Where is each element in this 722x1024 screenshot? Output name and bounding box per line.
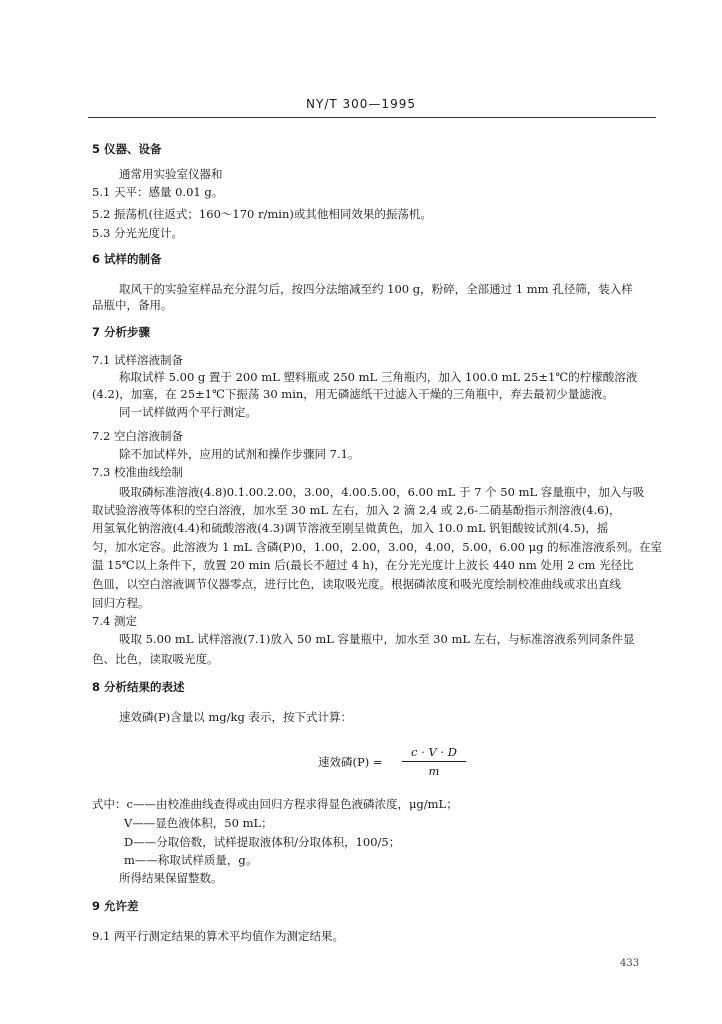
item-9-1: 9.1 两平行测定结果的算术平均值作为测定结果。: [92, 929, 344, 943]
section-9-heading: 9 允许差: [92, 899, 139, 913]
subsection-7-4-line-1: 吸取 5.00 mL 试样溶液(7.1)放入 50 mL 容量瓶中，加水至 30 mL 左右，与标准溶液系列同条件显: [119, 632, 635, 646]
formula-numerator: c · V · D: [411, 745, 457, 759]
subsection-7-3-line-6: 色皿，以空白溶液调节仪器零点，进行比色，读取吸光度。根据磷浓度和吸光度绘制校准曲线或求出直线: [92, 577, 621, 591]
subsection-7-4-title: 7.4 测定: [92, 614, 137, 628]
subsection-7-4-line-2: 色、比色，读取吸光度。: [92, 652, 219, 666]
subsection-7-1-title: 7.1 试样溶液制备: [92, 353, 183, 367]
where-line-m: m——称取试样质量，g。: [124, 853, 258, 867]
section-7-heading: 7 分析步骤: [92, 325, 151, 339]
section-5-heading: 5 仪器、设备: [92, 142, 162, 156]
subsection-7-3-line-3: 用氢氧化钠溶液(4.4)和硫酸溶液(4.3)调节溶液至刚呈微黄色，加入 10.0 mL 钒钼酸铵试剂(4.5)，摇: [92, 521, 609, 535]
formula-lhs: 速效磷(P) =: [318, 755, 383, 769]
subsection-7-1-line-1: 称取试样 5.00 g 置于 200 mL 塑料瓶或 250 mL 三角瓶内，加入 100.0 mL 25±1℃的柠檬酸溶液: [119, 370, 638, 384]
item-5-3: 5.3 分光光度计。: [92, 226, 183, 240]
formula-fraction: [402, 745, 466, 778]
section-8-note: 所得结果保留整数。: [119, 871, 223, 885]
section-8-intro: 速效磷(P)含量以 mg/kg 表示，按下式计算：: [119, 710, 352, 724]
standard-code-header: NY/T 300—1995: [306, 97, 416, 111]
page-number: 433: [620, 958, 640, 969]
fraction-bar: [402, 761, 466, 762]
where-line-v: V——显色液体积，50 mL；: [124, 816, 273, 830]
item-5-2: 5.2 振荡机(往返式；160～170 r/min)或其他相同效果的振荡机。: [92, 207, 432, 221]
subsection-7-1-line-3: 同一试样做两个平行测定。: [119, 405, 257, 419]
subsection-7-2-text: 除不加试样外，应用的试剂和操作步骤同 7.1。: [119, 447, 360, 461]
section-6-heading: 6 试样的制备: [92, 252, 162, 266]
subsection-7-3-line-4: 匀，加水定容。此溶液为 1 mL 含磷(P)0，1.00，2.00，3.00，4.00，5.00，6.00 μg 的标准溶液系列。在室: [92, 540, 663, 554]
subsection-7-1-line-2: (4.2)，加塞，在 25±1℃下振荡 30 min，用无磷滤纸干过滤入干燥的三角瓶中，弃去最初少量滤液。: [92, 387, 614, 401]
section-6-line-2: 品瓶中，备用。: [92, 298, 173, 312]
where-line-c: 式中：c——由校准曲线查得或由回归方程求得显色液磷浓度，μg/mL；: [92, 797, 458, 811]
section-5-intro: 通常用实验室仪器和: [119, 167, 223, 181]
subsection-7-2-title: 7.2 空白溶液制备: [92, 429, 183, 443]
subsection-7-3-line-5: 温 15℃以上条件下，放置 20 min 后(最长不超过 4 h)，在分光光度计上波长 440 nm 处用 2 cm 光径比: [92, 558, 634, 572]
header-rule: [88, 117, 656, 118]
item-5-1: 5.1 天平：感量 0.01 g。: [92, 185, 224, 199]
subsection-7-3-line-2: 取试验溶液等体积的空白溶液，加水至 30 mL 左右，加入 2 滴 2,4 或 2,6-二硝基酚指示剂溶液(4.6)，: [92, 503, 621, 517]
subsection-7-3-title: 7.3 校准曲线绘制: [92, 465, 183, 479]
section-6-line-1: 取风干的实验室样品充分混匀后，按四分法缩减至约 100 g，粉碎，全部通过 1 mm 孔径筛，装入样: [119, 282, 633, 296]
section-8-heading: 8 分析结果的表述: [92, 680, 185, 694]
where-line-d: D——分取倍数，试样提取液体积/分取体积，100/5；: [124, 835, 401, 849]
subsection-7-3-line-1: 吸取磷标准溶液(4.8)0.1.00.2.00，3.00，4.00.5.00，6.00 mL 于 7 个 50 mL 容量瓶中，加入与吸: [119, 485, 645, 499]
subsection-7-3-line-7: 回归方程。: [92, 596, 150, 610]
formula-denominator: m: [428, 764, 440, 778]
